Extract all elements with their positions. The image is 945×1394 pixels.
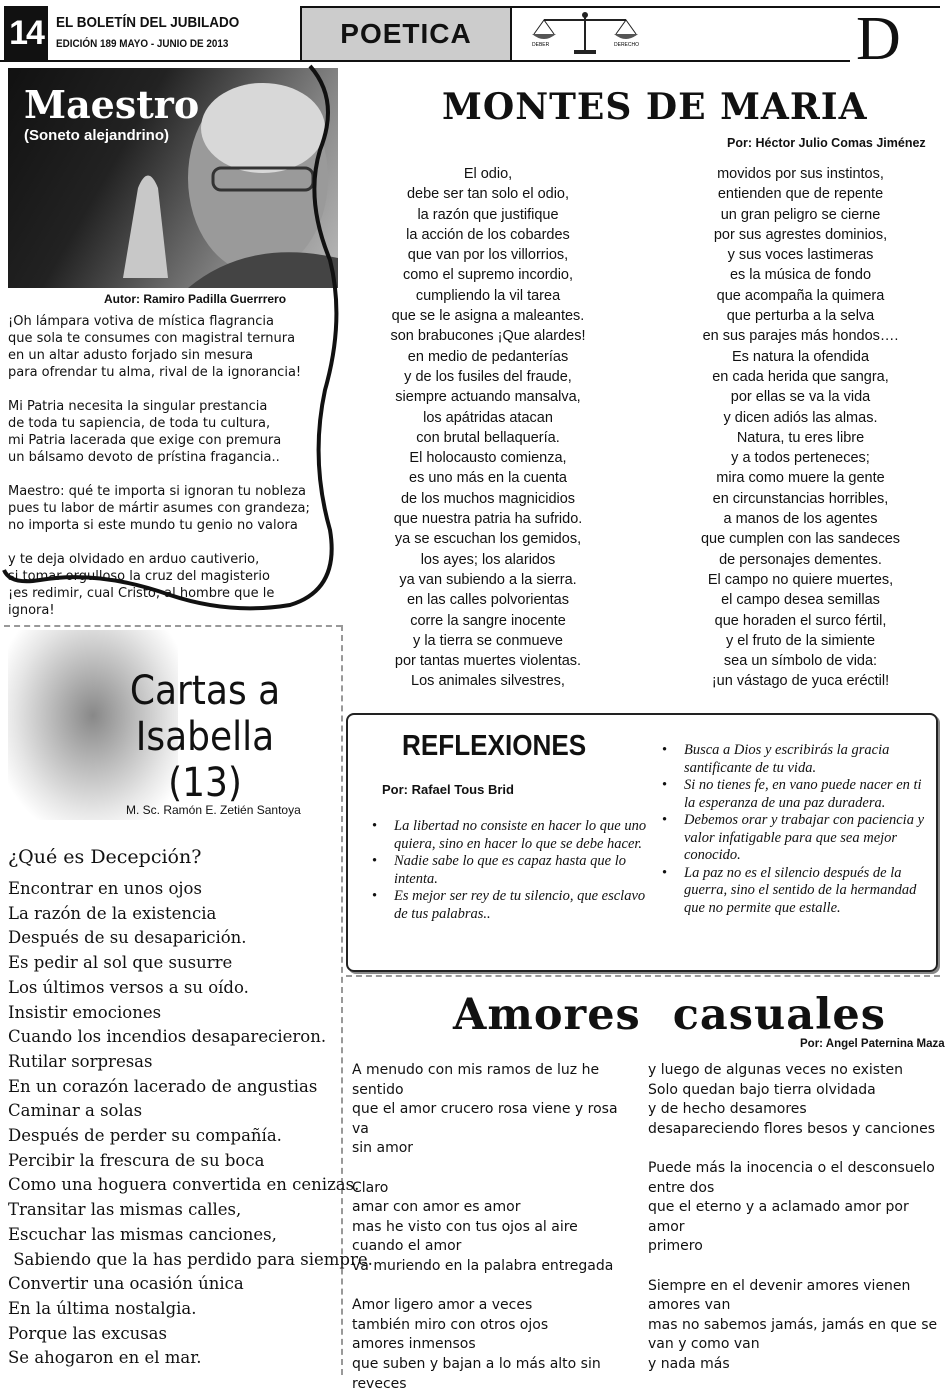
- poem-line: A menudo con mis ramos de luz he: [352, 1061, 632, 1081]
- poem-line: Percibir la frescura de su boca: [8, 1149, 373, 1174]
- poem-line: Los animales silvestres,: [358, 671, 618, 691]
- poem-line: que cumplen con las sandeces: [668, 529, 933, 549]
- poem-line: Puede más la inocencia o el desconsuelo: [648, 1159, 938, 1179]
- poem-line: en sus parajes más hondos….: [668, 326, 933, 346]
- poem-line: son brabucones ¡Que alardes!: [358, 326, 618, 346]
- poem-line: ¡un vástago de yuca eréctil!: [668, 671, 933, 691]
- poem-line: de toda tu sapiencia, de toda tu cultura,: [8, 415, 318, 432]
- poem-line: El odio,: [358, 164, 618, 184]
- poem-line: y luego de algunas veces no existen: [648, 1061, 938, 1081]
- poem-line: amar con amor es amor: [352, 1198, 632, 1218]
- poem-line: Transitar las mismas calles,: [8, 1198, 373, 1223]
- poem-line: para ofrendar tu alma, rival de la ignorancia!: [8, 364, 318, 381]
- poem-line: ¡Oh lámpara votiva de mística flagrancia: [8, 313, 318, 330]
- maestro-subtitle: (Soneto alejandrino): [24, 127, 169, 144]
- poem-line: los apátridas atacan: [358, 408, 618, 428]
- reflexiones-list-left: [370, 818, 650, 923]
- list-item: • Debemos orar y trabajar con paciencia y valor infatigable para que sea mejor conocido.: [660, 812, 930, 865]
- poem-line: en medio de pedanterías: [358, 347, 618, 367]
- cartas-question: ¿Qué es Decepción?: [8, 846, 201, 868]
- list-item: • Es mejor ser rey de tu silencio, que esclavo de tus palabras..: [370, 888, 650, 923]
- poem-stanza: [648, 1277, 938, 1375]
- poem-line: en un altar adusto forjado sin mesura: [8, 347, 318, 364]
- poem-line: un bálsamo devoto de prístina fragancia..: [8, 449, 318, 466]
- poem-line: Caminar a solas: [8, 1099, 373, 1124]
- poem-line: Siempre en el devenir amores vienen: [648, 1277, 938, 1297]
- poem-line: Cuando los incendios desaparecieron.: [8, 1025, 373, 1050]
- poem-line: cuando el amor: [352, 1237, 632, 1257]
- list-item: • La paz no es el silencio después de la guerra, sino el sentido de la hermandad que no permite que estalle.: [660, 865, 930, 918]
- poem-stanza: [352, 1179, 632, 1277]
- poem-line: que nuestra patria ha sufrido.: [358, 509, 618, 529]
- poem-line: Claro: [352, 1179, 632, 1199]
- poem-line: mas no sabemos jamás, jamás en que se: [648, 1316, 938, 1336]
- poem-line: de personajes dementes.: [668, 550, 933, 570]
- poem-line: y sus voces lastimeras: [668, 245, 933, 265]
- scales-of-justice-icon: [530, 10, 640, 58]
- poem-line: Natura, tu eres libre: [668, 428, 933, 448]
- poem-line: en circunstancias horribles,: [668, 489, 933, 509]
- poem-line: entienden que de repente: [668, 184, 933, 204]
- poem-line: que suben y bajan a lo más alto sin: [352, 1355, 632, 1375]
- poem-line: Después de su desaparición.: [8, 926, 373, 951]
- poem-line: Es pedir al sol que susurre: [8, 951, 373, 976]
- poem-stanza: [352, 1061, 632, 1159]
- poem-line: Encontrar en unos ojos: [8, 877, 373, 902]
- poem-line: el campo desea semillas: [668, 590, 933, 610]
- poem-line: entre dos: [648, 1179, 938, 1199]
- poem-line: El holocausto comienza,: [358, 448, 618, 468]
- reflexiones-title: REFLEXIONES: [402, 730, 586, 763]
- poem-line: sin amor: [352, 1139, 632, 1159]
- poem-line: que se le asigna a maleantes.: [358, 306, 618, 326]
- poem-line: Solo quedan bajo tierra olvidada: [648, 1081, 938, 1101]
- poem-line: Se ahogaron en el mar.: [8, 1346, 373, 1371]
- poem-line: y nada más: [648, 1355, 938, 1375]
- poem-line: que perturba a la selva: [668, 306, 933, 326]
- montes-column-right: [668, 164, 933, 692]
- poem-line: que van por los villorrios,: [358, 245, 618, 265]
- cartas-title-number: (13): [60, 760, 350, 806]
- poem-line: ¡es redimir, cual Cristo, al hombre que le ignora!: [8, 585, 318, 619]
- edition-info: EDICIÓN 189 MAYO - JUNIO DE 2013: [56, 38, 228, 50]
- poem-line: mi Patria lacerada que exige con premura: [8, 432, 318, 449]
- poem-line: Convertir una ocasión única: [8, 1272, 373, 1297]
- poem-line: en las calles polvorientas: [358, 590, 618, 610]
- list-item: • Si no tienes fe, en vano puede nacer en ti la esperanza de una paz duradera.: [660, 777, 930, 812]
- cartas-title: [60, 668, 350, 806]
- poem-line: Porque las excusas: [8, 1322, 373, 1347]
- poem-line: primero: [648, 1237, 938, 1257]
- poem-line: Sabiendo que la has perdido para siempre.: [8, 1248, 373, 1273]
- poem-line: de los muchos magnicidios: [358, 489, 618, 509]
- list-item: • Busca a Dios y escribirás la gracia santificante de tu vida.: [660, 742, 930, 777]
- poem-line: Escuchar las mismas canciones,: [8, 1223, 373, 1248]
- poem-line: Maestro: qué te importa si ignoran tu nobleza: [8, 483, 318, 500]
- poem-line: sentido: [352, 1081, 632, 1101]
- poem-line: corre la sangre inocente: [358, 611, 618, 631]
- poem-line: reveces: [352, 1375, 632, 1394]
- poem-line: con brutal bellaquería.: [358, 428, 618, 448]
- amores-title: Amores casuales: [453, 990, 886, 1040]
- poem-line: movidos por sus instintos,: [668, 164, 933, 184]
- poem-line: La razón de la existencia: [8, 902, 373, 927]
- poem-line: va muriendo en la palabra entregada: [352, 1257, 632, 1277]
- poem-line: que el eterno y a aclamado amor por amor: [648, 1198, 938, 1237]
- list-item: • La libertad no consiste en hacer lo que uno quiera, sino en hacer lo que se debe hacer.: [370, 818, 650, 853]
- poem-line: y la tierra se conmueve: [358, 631, 618, 651]
- poem-line: amores van: [648, 1296, 938, 1316]
- poem-line: van y como van: [648, 1335, 938, 1355]
- montes-column-left: [358, 164, 618, 692]
- poem-line: un gran peligro se cierne: [668, 205, 933, 225]
- poem-line: y de los fusiles del fraude,: [358, 367, 618, 387]
- poem-line: En la última nostalgia.: [8, 1297, 373, 1322]
- poem-line: en cada herida que sangra,: [668, 367, 933, 387]
- scale-label-right: DERECHO: [614, 42, 639, 48]
- poem-line: El campo no quiere muertes,: [668, 570, 933, 590]
- cartas-title-line: Cartas a Isabella: [60, 668, 350, 760]
- poem-line: mas he visto con tus ojos al aire: [352, 1218, 632, 1238]
- poem-line: los ayes; los alaridos: [358, 550, 618, 570]
- publication-name: EL BOLETÍN DEL JUBILADO: [56, 14, 239, 31]
- cartas-poem: [8, 877, 373, 1371]
- scale-label-left: DEBER: [532, 42, 550, 48]
- list-item: • Nadie sabe lo que es capaz hasta que lo intenta.: [370, 853, 650, 888]
- poem-line: por sus agrestes dominios,: [668, 225, 933, 245]
- poem-line: es uno más en la cuenta: [358, 468, 618, 488]
- maestro-author: Autor: Ramiro Padilla Guerrrero: [104, 292, 286, 306]
- amores-column-right: [648, 1061, 938, 1375]
- poem-line: Rutilar sorpresas: [8, 1050, 373, 1075]
- poem-line: siempre actuando mansalva,: [358, 387, 618, 407]
- reflexiones-author: Por: Rafael Tous Brid: [382, 782, 514, 797]
- poem-line: y a todos perteneces;: [668, 448, 933, 468]
- poem-line: si tomar orgulloso la cruz del magisterio: [8, 568, 318, 585]
- page-number: 14: [4, 6, 48, 60]
- poem-line: que acompaña la quimera: [668, 286, 933, 306]
- poem-line: es la música de fondo: [668, 265, 933, 285]
- poem-stanza: [648, 1159, 938, 1257]
- poem-line: Mi Patria necesita la singular prestancia: [8, 398, 318, 415]
- amores-column-left: [352, 1061, 632, 1394]
- poem-line: amores inmensos: [352, 1335, 632, 1355]
- poem-line: Los últimos versos a su oído.: [8, 976, 373, 1001]
- montes-title: MONTES DE MARIA: [442, 86, 868, 128]
- poem-line: no importa si este mundo tu genio no valora: [8, 517, 318, 534]
- section-letter: D: [856, 4, 901, 75]
- poem-line: que horaden el surco fértil,: [668, 611, 933, 631]
- poem-line: pues tu labor de mártir asumes con grandeza;: [8, 500, 318, 517]
- poem-line: que sola te consumes con magistral ternura: [8, 330, 318, 347]
- poem-line: sea un símbolo de vida:: [668, 651, 933, 671]
- column-divider: [346, 975, 940, 977]
- poem-line: Después de perder su compañía.: [8, 1124, 373, 1149]
- reflexiones-list-right: [660, 742, 930, 917]
- poem-line: la acción de los cobardes: [358, 225, 618, 245]
- poem-line: también miro con otros ojos: [352, 1316, 632, 1336]
- header-divider: [510, 6, 512, 62]
- poem-line: a manos de los agentes: [668, 509, 933, 529]
- poem-stanza: [352, 1296, 632, 1394]
- poem-line: En un corazón lacerado de angustias: [8, 1075, 373, 1100]
- section-title: POETICA: [302, 8, 510, 60]
- poem-line: y dicen adiós las almas.: [668, 408, 933, 428]
- poem-line: Amor ligero amor a veces: [352, 1296, 632, 1316]
- poem-line: por tantas muertes violentas.: [358, 651, 618, 671]
- poem-line: ya se escuchan los gemidos,: [358, 529, 618, 549]
- poem-line: como el supremo incordio,: [358, 265, 618, 285]
- poem-line: y el fruto de la simiente: [668, 631, 933, 651]
- poem-line: cumpliendo la vil tarea: [358, 286, 618, 306]
- poem-line: y te deja olvidado en arduo cautiverio,: [8, 551, 318, 568]
- amores-author: Por: Angel Paternina Maza: [800, 1038, 945, 1050]
- poem-line: y de hecho desamores: [648, 1100, 938, 1120]
- maestro-title: Maestro: [24, 82, 199, 127]
- poem-line: mira como muere la gente: [668, 468, 933, 488]
- poem-line: desapareciendo flores besos y canciones: [648, 1120, 938, 1140]
- poem-line: Como una hoguera convertida en cenizas.: [8, 1173, 373, 1198]
- poem-line: debe ser tan solo el odio,: [358, 184, 618, 204]
- column-divider: [4, 625, 342, 627]
- cartas-author: M. Sc. Ramón E. Zetién Santoya: [126, 803, 301, 817]
- poem-line: la razón que justifique: [358, 205, 618, 225]
- montes-author: Por: Héctor Julio Comas Jiménez: [727, 136, 926, 150]
- poem-line: que el amor crucero rosa viene y rosa va: [352, 1100, 632, 1139]
- poem-line: Es natura la ofendida: [668, 347, 933, 367]
- maestro-border-curve: [0, 60, 345, 620]
- poem-stanza: [648, 1061, 938, 1139]
- poem-line: por ellas se va la vida: [668, 387, 933, 407]
- poem-line: ya van subiendo a la sierra.: [358, 570, 618, 590]
- poem-line: Insistir emociones: [8, 1001, 373, 1026]
